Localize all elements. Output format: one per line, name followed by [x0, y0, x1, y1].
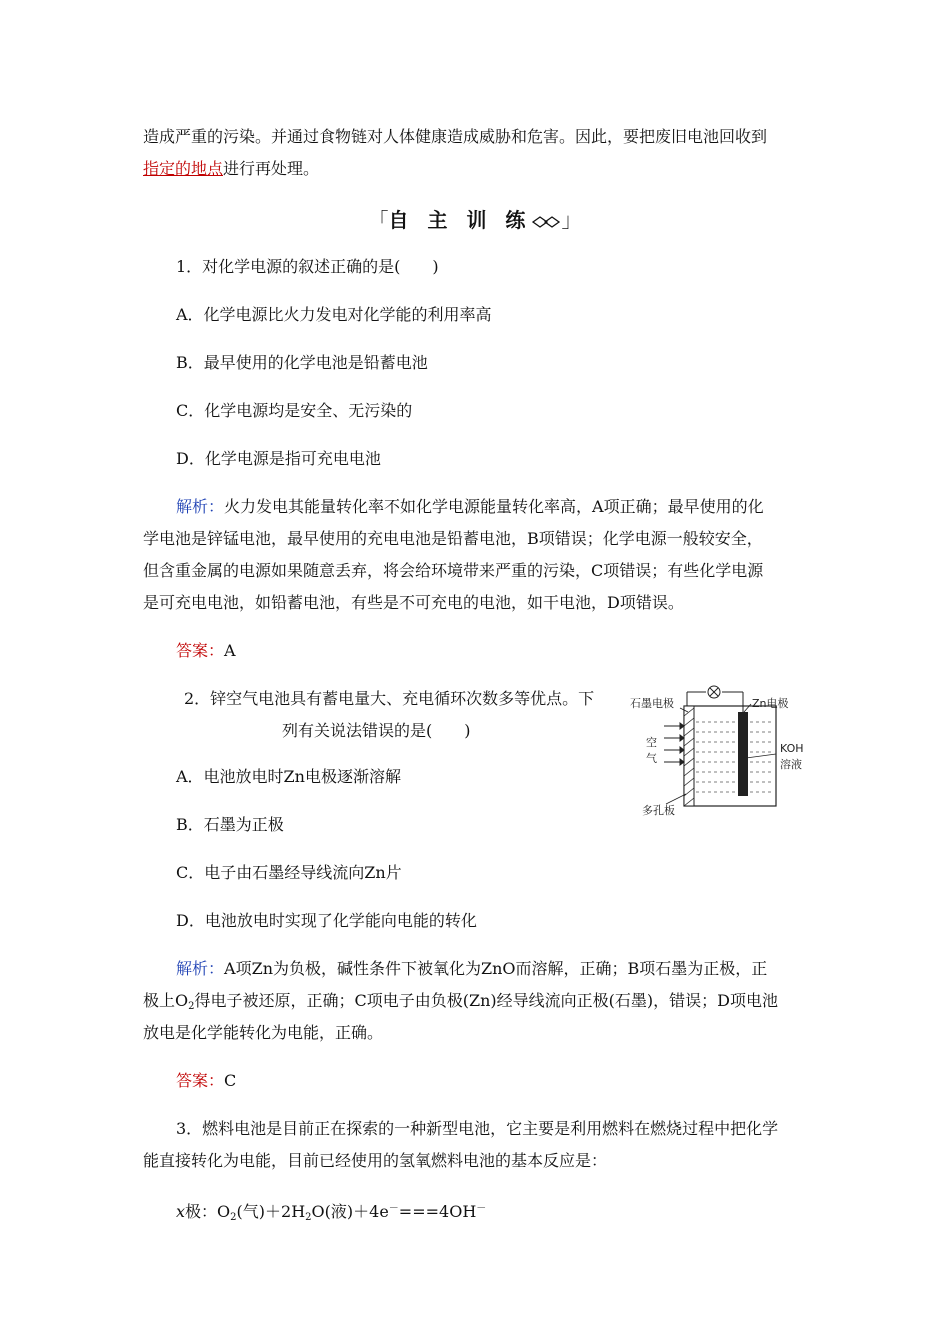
intro-line-1: 造成严重的污染。并通过食物链对人体健康造成威胁和危害。因此，要把废旧电池回收到 — [143, 127, 768, 146]
q2-option-d: D．电池放电时实现了化学能向电能的转化 — [176, 911, 477, 930]
q2-analysis-text-2a: 极上O — [143, 991, 189, 1010]
q1-stem: 1．对化学电源的叙述正确的是( ) — [176, 257, 439, 276]
intro-line-2-rest: 进行再处理。 — [223, 159, 320, 178]
eq-variable: x — [176, 1202, 186, 1221]
q1-analysis-line-3: 但含重金属的电源如果随意丢弃，将会给环境带来严重的污染，C项错误；有些化学电源 — [143, 561, 764, 580]
q2-option-b: B．石墨为正极 — [176, 815, 284, 834]
q1-option-a: A．化学电源比火力发电对化学能的利用率高 — [176, 305, 492, 324]
eq-sub-2: 2 — [305, 1212, 312, 1223]
title-text: 自 主 训 练 — [388, 208, 532, 232]
q2-analysis-line-2 — [143, 990, 778, 1018]
q2-analysis-label: 解析： — [176, 959, 225, 978]
eq-sup-1: － — [388, 1203, 399, 1214]
q2-analysis-sub: 2 — [188, 1001, 195, 1012]
q2-answer — [176, 1070, 236, 1092]
q2-analysis-text-2b: 得电子被还原，正确；C项电子由负极(Zn)经导线流向正极(石墨)，错误；D项电池 — [194, 991, 778, 1010]
q1-option-c: C．化学电源均是安全、无污染的 — [176, 401, 413, 420]
air-label-1: 空 — [646, 736, 657, 749]
eq-part-a: 极：O — [185, 1202, 231, 1221]
decorative-ornament-icon — [531, 215, 561, 229]
q2-analysis-line-1 — [176, 958, 767, 980]
porous-plate-label: 多孔板 — [642, 804, 675, 817]
q2-stem-line-2: 列有关说法错误的是( ) — [282, 721, 471, 740]
q1-answer-value: A — [224, 641, 236, 660]
graphite-electrode-label: 石墨电极 — [630, 697, 674, 710]
eq-part-c: O(液)＋4e — [311, 1202, 389, 1221]
air-label-2: 气 — [646, 752, 657, 765]
zinc-air-battery-diagram — [626, 682, 806, 822]
q3-equation-x — [176, 1198, 486, 1229]
q2-answer-label: 答案： — [176, 1071, 225, 1090]
eq-sup-2: － — [476, 1203, 487, 1214]
q1-analysis-line-2: 学电池是锌锰电池，最早使用的充电电池是铅蓄电池，B项错误；化学电源一般较安全， — [143, 529, 763, 548]
koh-label: KOH — [780, 742, 804, 755]
zn-electrode — [738, 712, 748, 796]
q3-stem-line-1: 3．燃料电池是目前正在探索的一种新型电池，它主要是利用燃料在燃烧过程中把化学 — [176, 1119, 779, 1138]
designated-place-link[interactable]: 指定的地点 — [143, 159, 224, 178]
q2-option-c: C．电子由石墨经导线流向Zn片 — [176, 863, 402, 882]
section-title — [0, 204, 950, 233]
porous-plate — [684, 706, 694, 806]
q2-analysis-text-1: A项Zn为负极，碱性条件下被氧化为ZnO而溶解，正确；B项石墨为正极，正 — [224, 959, 768, 978]
q2-option-a: A．电池放电时Zn电极逐渐溶解 — [176, 767, 401, 786]
q1-analysis-text-1: 火力发电其能量转化率不如化学电源能量转化率高，A项正确；最早使用的化 — [224, 497, 764, 516]
q1-answer-label: 答案： — [176, 641, 225, 660]
solution-label: 溶液 — [780, 758, 802, 771]
q1-option-b: B．最早使用的化学电池是铅蓄电池 — [176, 353, 428, 372]
intro-line-2 — [143, 158, 319, 180]
q3-stem-line-2: 能直接转化为电能，目前已经使用的氢氧燃料电池的基本反应是： — [143, 1151, 608, 1170]
q1-analysis-line-1 — [176, 496, 764, 518]
q1-analysis-label: 解析： — [176, 497, 225, 516]
zn-electrode-label: Zn电极 — [752, 697, 789, 710]
eq-part-b: (气)＋2H — [236, 1202, 306, 1221]
eq-part-d: ===4OH — [398, 1202, 477, 1221]
q2-stem-line-1: 2．锌空气电池具有蓄电量大、充电循环次数多等优点。下 — [184, 689, 595, 708]
q2-analysis-line-3: 放电是化学能转化为电能，正确。 — [143, 1023, 384, 1042]
q1-option-d: D．化学电源是指可充电电池 — [176, 449, 381, 468]
eq-sub-1: 2 — [230, 1212, 237, 1223]
q1-analysis-line-4: 是可充电电池，如铅蓄电池，有些是不可充电的电池，如干电池，D项错误。 — [143, 593, 684, 612]
title-open-bracket: 「 — [368, 208, 389, 232]
q1-answer — [176, 640, 236, 662]
title-close-bracket: 」 — [561, 208, 582, 232]
q2-answer-value: C — [224, 1071, 237, 1090]
